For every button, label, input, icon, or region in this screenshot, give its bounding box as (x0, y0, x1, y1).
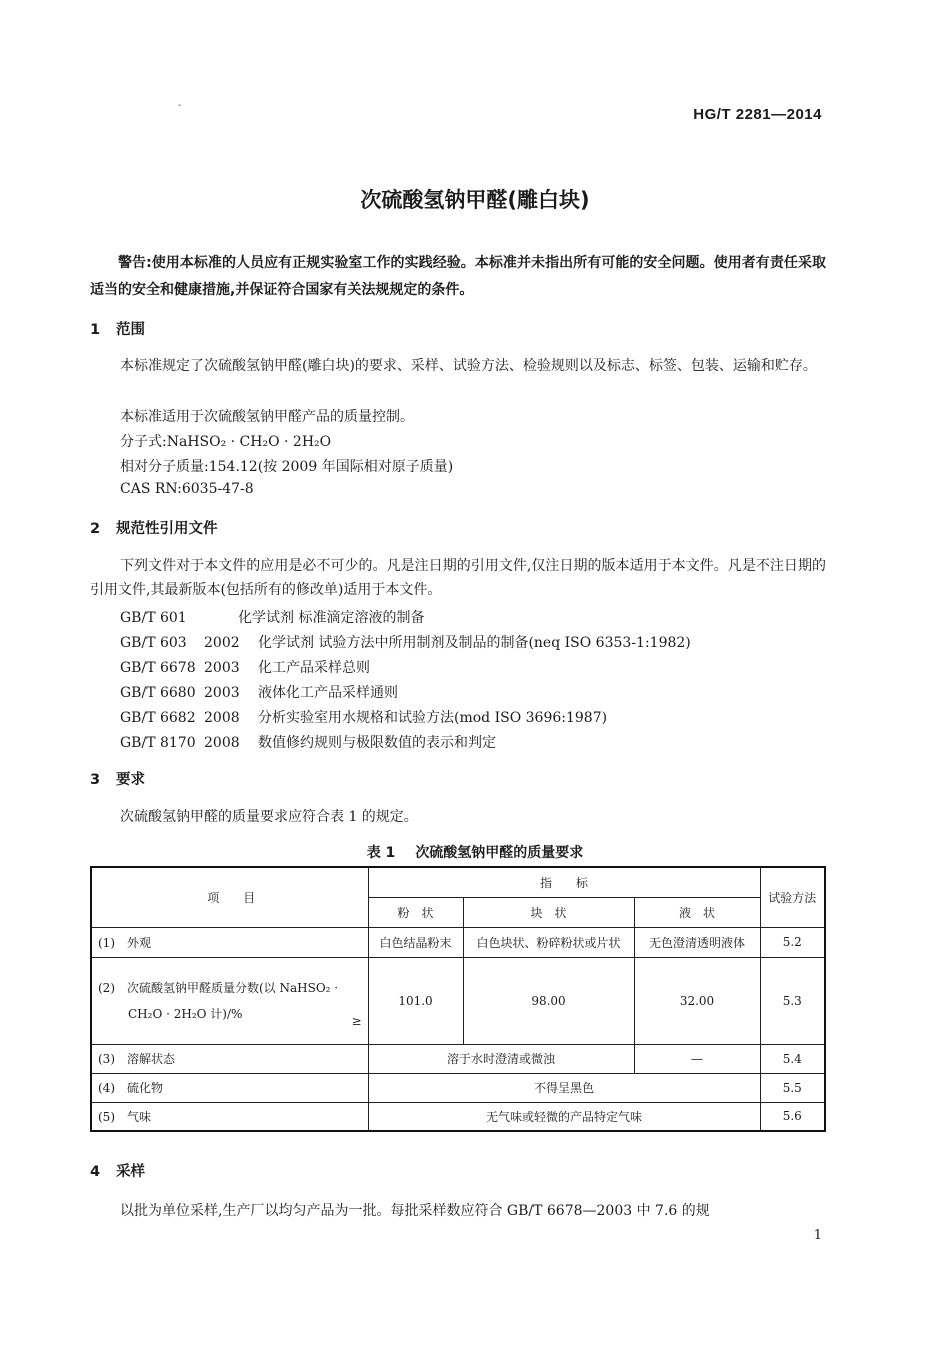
header-block: 块 状 (463, 897, 634, 927)
header-liquid: 液 状 (634, 897, 760, 927)
row-method: 5.5 (760, 1073, 825, 1102)
row-item: (5) 气味 (91, 1102, 368, 1131)
row-liquid: 无色澄清透明液体 (634, 927, 760, 957)
section-3-heading (90, 768, 145, 789)
row-method: 5.4 (760, 1044, 825, 1073)
row-powder: 101.0 (368, 957, 463, 1044)
reference-item (120, 607, 424, 627)
table-row (91, 927, 825, 957)
row-method: 5.6 (760, 1102, 825, 1131)
scope-paragraph: 本标准规定了次硫酸氢钠甲醛(雕白块)的要求、采样、试验方法、检验规则以及标志、标签、包装、运输和贮存。 (120, 358, 817, 374)
reference-year: 2008 (204, 735, 240, 751)
header-method: 试验方法 (760, 867, 825, 927)
section-1-heading (90, 318, 145, 339)
section-4-heading (90, 1160, 145, 1181)
reference-title: 数值修约规则与极限数值的表示和判定 (258, 735, 496, 751)
reference-year: 2003 (204, 685, 240, 701)
header-index: 指 标 (368, 867, 760, 897)
section-number: 3 (90, 772, 101, 788)
section-title: 范围 (116, 322, 145, 338)
reference-code: GB/T 601 (120, 610, 187, 626)
row-block: 98.00 (463, 957, 634, 1044)
reference-title: 分析实验室用水规格和试验方法(mod ISO 3696:1987) (258, 710, 608, 726)
row-merged: 无气味或轻微的产品特定气味 (368, 1102, 760, 1131)
header-powder: 粉 状 (368, 897, 463, 927)
standard-code: HG/T 2281—2014 (693, 106, 822, 123)
sampling-paragraph: 以批为单位采样,生产厂以均匀产品为一批。每批采样数应符合 GB/T 6678—2003 中 7.6 的规 (120, 1203, 710, 1219)
row-liquid: 32.00 (634, 957, 760, 1044)
row-method: 5.2 (760, 927, 825, 957)
section-2-heading (90, 517, 218, 538)
row-item: (3) 溶解状态 (91, 1044, 368, 1073)
reference-year: 2002 (204, 635, 240, 651)
row-item: (4) 硫化物 (91, 1073, 368, 1102)
row-item (91, 957, 368, 1044)
normative-paragraph: 下列文件对于本文件的应用是必不可少的。凡是注日期的引用文件,仅注日期的版本适用于本文件。凡是不注日期的引用文件,其最新版本(包括所有的修改单)适用于本文件。 (90, 558, 826, 598)
reference-code: GB/T 6682 (120, 710, 196, 726)
reference-year: 2003 (204, 660, 240, 676)
table-row (91, 1102, 825, 1131)
section-title: 采样 (116, 1164, 145, 1180)
scope-applicability: 本标准适用于次硫酸氢钠甲醛产品的质量控制。 (120, 409, 414, 425)
reference-code: GB/T 6678 (120, 660, 196, 676)
reference-title: 液体化工产品采样通则 (258, 685, 398, 701)
row-method: 5.3 (760, 957, 825, 1044)
row-liquid: — (634, 1044, 760, 1073)
row-item-line: CH₂O · 2H₂O 计)/% (128, 1006, 243, 1021)
reference-item (120, 732, 496, 752)
molecular-mass: 相对分子质量:154.12(按 2009 年国际相对原子质量) (120, 459, 454, 475)
table-row (91, 1044, 825, 1073)
molecular-formula: 分子式:NaHSO₂ · CH₂O · 2H₂O (120, 434, 332, 450)
reference-item (120, 682, 398, 702)
warning-paragraph: 警告:使用本标准的人员应有正规实验室工作的实践经验。本标准并未指出所有可能的安全问题。使用者有责任采取适当的安全和健康措施,并保证符合国家有关法规规定的条件。 (90, 255, 826, 298)
section-number: 4 (90, 1164, 101, 1180)
document-title: 次硫酸氢钠甲醛(雕白块) (360, 188, 590, 212)
header-item: 项 目 (91, 867, 368, 927)
reference-year: 2008 (204, 710, 240, 726)
table-row (91, 957, 825, 1044)
requirements-paragraph: 次硫酸氢钠甲醛的质量要求应符合表 1 的规定。 (120, 809, 418, 825)
row-merged: 不得呈黑色 (368, 1073, 760, 1102)
table-caption (0, 842, 950, 862)
row-merged: 溶于水时澄清或微浊 (368, 1044, 634, 1073)
reference-title: 化工产品采样总则 (258, 660, 370, 676)
reference-item (120, 657, 370, 677)
reference-title: 化学试剂 标准滴定溶液的制备 (238, 610, 425, 626)
table-number: 表 1 (366, 845, 396, 861)
reference-title: 化学试剂 试验方法中所用制剂及制品的制备(neq ISO 6353-1:1982) (258, 635, 691, 651)
row-powder: 白色结晶粉末 (368, 927, 463, 957)
row-block: 白色块状、粉碎粉状或片状 (463, 927, 634, 957)
section-title: 要求 (116, 772, 145, 788)
reference-item (120, 707, 607, 727)
table-row (91, 1073, 825, 1102)
reference-code: GB/T 603 (120, 635, 187, 651)
page-number: 1 (813, 1228, 822, 1243)
section-number: 2 (90, 521, 101, 537)
section-number: 1 (90, 322, 101, 338)
quality-table (90, 866, 826, 1132)
row-item-line: (2) 次硫酸氢钠甲醛质量分数(以 NaHSO₂ · (98, 980, 339, 995)
row-item: (1) 外观 (91, 927, 368, 957)
section-title: 规范性引用文件 (116, 521, 218, 537)
cas-number: CAS RN:6035-47-8 (120, 481, 254, 497)
reference-code: GB/T 8170 (120, 735, 196, 751)
scan-mark: - (178, 100, 182, 111)
geq-symbol: ≥ (351, 1013, 362, 1028)
reference-code: GB/T 6680 (120, 685, 196, 701)
table-title: 次硫酸氢钠甲醛的质量要求 (415, 845, 584, 861)
reference-item (120, 632, 691, 652)
